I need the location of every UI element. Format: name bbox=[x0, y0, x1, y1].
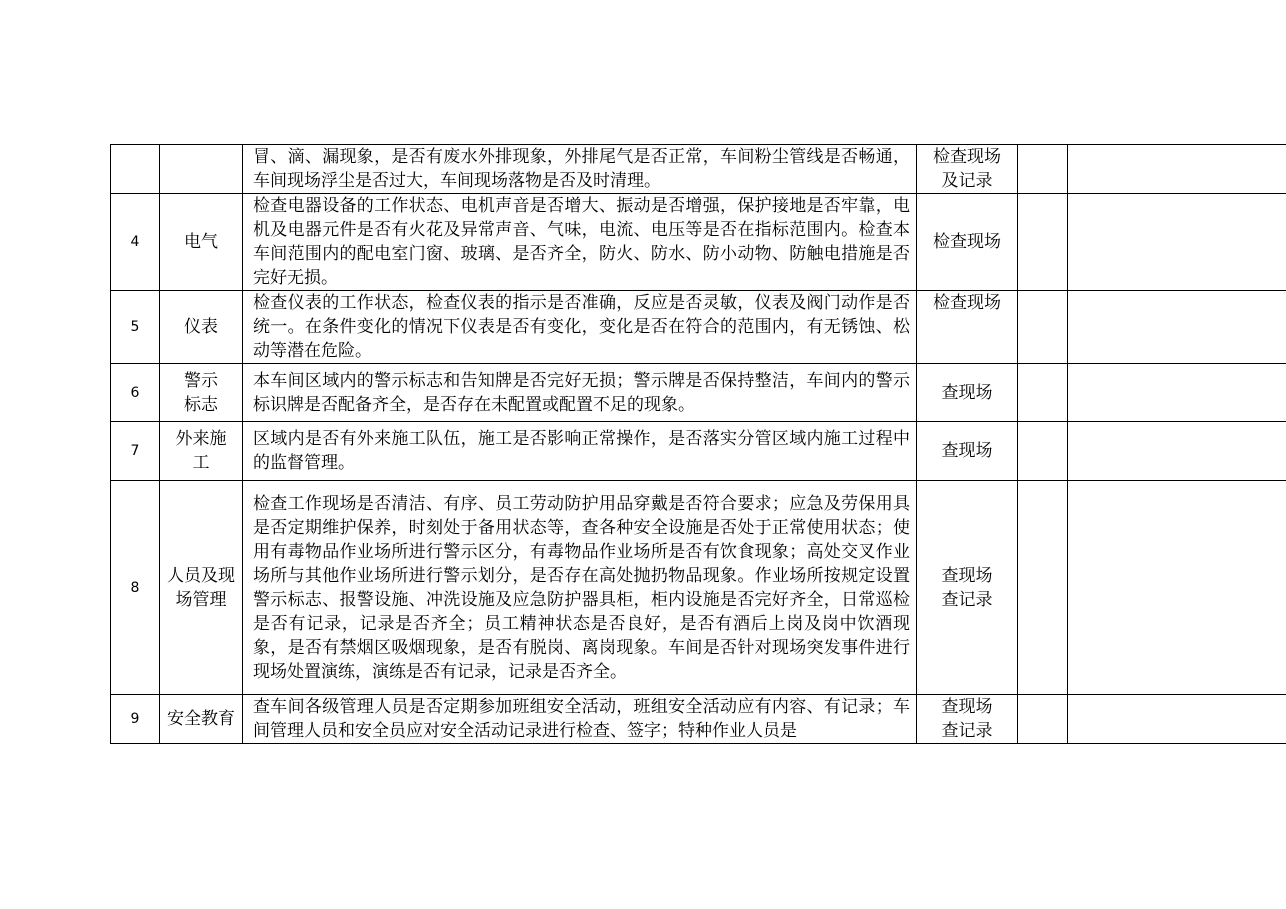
row-content: 冒、滴、漏现象，是否有废水外排现象，外排尾气是否正常，车间粉尘管线是否畅通，车间现场浮尘是否过大，车间现场落物是否及时清理。 bbox=[243, 145, 917, 194]
row-item bbox=[160, 422, 243, 481]
row-empty-cell bbox=[1018, 145, 1068, 194]
inspection-checklist-table bbox=[110, 144, 1286, 744]
row-number: 4 bbox=[111, 194, 160, 291]
row-method-text: 查现场查记录 bbox=[941, 565, 993, 610]
row-empty-cell bbox=[1018, 364, 1068, 422]
row-method bbox=[917, 145, 1018, 194]
row-method-text: 检查现场及记录 bbox=[933, 147, 1001, 191]
row-item-text: 外来施工 bbox=[175, 429, 227, 473]
table-row bbox=[111, 422, 1286, 481]
row-content: 检查工作现场是否清洁、有序、员工劳动防护用品穿戴是否符合要求；应急及劳保用具是否定期维护保养，时刻处于备用状态等，查各种安全设施是否处于正常使用状态；使用有毒物品作业场所进行警示区分，有毒物品作业场所是否有饮食现象；高处交叉作业场所与其他作业场所进行警示划分，是否存在高处抛扔物品现象。作业场所按规定设置警示标志、报警设施、冲洗设施及应急防护器具柜，柜内设施是否完好齐全，日常巡检是否有记录，记录是否齐全；员工精神状态是否良好，是否有酒后上岗及岗中饮酒现象，是否有禁烟区吸烟现象，是否有脱岗、离岗现象。车间是否针对现场突发事件进行现场处置演练，演练是否有记录，记录是否齐全。 bbox=[243, 481, 917, 695]
row-empty-cell bbox=[1018, 291, 1068, 364]
row-empty-cell bbox=[1018, 422, 1068, 481]
row-empty-cell bbox=[1068, 291, 1286, 364]
table-row bbox=[111, 145, 1286, 194]
row-method bbox=[917, 695, 1018, 744]
row-method: 检查现场 bbox=[917, 291, 1018, 364]
row-number: 8 bbox=[111, 481, 160, 695]
row-content: 本车间区域内的警示标志和告知牌是否完好无损；警示牌是否保持整洁，车间内的警示标识牌是否配备齐全，是否存在未配置或配置不足的现象。 bbox=[243, 364, 917, 422]
row-content: 检查电器设备的工作状态、电机声音是否增大、振动是否增强，保护接地是否牢靠，电机及电器元件是否有火花及异常声音、气味，电流、电压等是否在指标范围内。检查本车间范围内的配电室门窗、玻璃、是否齐全，防火、防水、防小动物、防触电措施是否完好无损。 bbox=[243, 194, 917, 291]
row-item bbox=[160, 481, 243, 695]
row-number: 5 bbox=[111, 291, 160, 364]
row-empty-cell bbox=[1068, 422, 1286, 481]
table-row bbox=[111, 291, 1286, 364]
table-row bbox=[111, 481, 1286, 695]
row-number bbox=[111, 145, 160, 194]
row-item-text: 安全教育 bbox=[167, 709, 235, 729]
row-method-text: 查现场查记录 bbox=[941, 697, 993, 741]
row-item bbox=[160, 364, 243, 422]
row-empty-cell bbox=[1018, 481, 1068, 695]
row-empty-cell bbox=[1068, 695, 1286, 744]
row-number: 6 bbox=[111, 364, 160, 422]
row-method bbox=[917, 481, 1018, 695]
row-item bbox=[160, 145, 243, 194]
row-content: 查车间各级管理人员是否定期参加班组安全活动，班组安全活动应有内容、有记录；车间管理人员和安全员应对安全活动记录进行检查、签字；特种作业人员是 bbox=[243, 695, 917, 744]
row-empty-cell bbox=[1018, 194, 1068, 291]
row-method: 检查现场 bbox=[917, 194, 1018, 291]
row-empty-cell bbox=[1068, 481, 1286, 695]
row-method: 查现场 bbox=[917, 422, 1018, 481]
row-empty-cell bbox=[1068, 145, 1286, 194]
row-item: 仪表 bbox=[160, 291, 243, 364]
table-row bbox=[111, 364, 1286, 422]
row-number: 9 bbox=[111, 695, 160, 744]
table-row bbox=[111, 695, 1286, 744]
row-content: 区域内是否有外来施工队伍，施工是否影响正常操作，是否落实分管区域内施工过程中的监督管理。 bbox=[243, 422, 917, 481]
table-row bbox=[111, 194, 1286, 291]
row-item-text: 警示标志 bbox=[184, 370, 218, 415]
row-item bbox=[160, 695, 243, 744]
row-empty-cell bbox=[1068, 194, 1286, 291]
row-empty-cell bbox=[1068, 364, 1286, 422]
row-item-text: 人员及现场管理 bbox=[167, 565, 235, 610]
row-empty-cell bbox=[1018, 695, 1068, 744]
row-number: 7 bbox=[111, 422, 160, 481]
row-content: 检查仪表的工作状态，检查仪表的指示是否准确，反应是否灵敏，仪表及阀门动作是否统一。在条件变化的情况下仪表是否有变化，变化是否在符合的范围内，有无锈蚀、松动等潜在危险。 bbox=[243, 291, 917, 364]
row-method: 查现场 bbox=[917, 364, 1018, 422]
row-item: 电气 bbox=[160, 194, 243, 291]
